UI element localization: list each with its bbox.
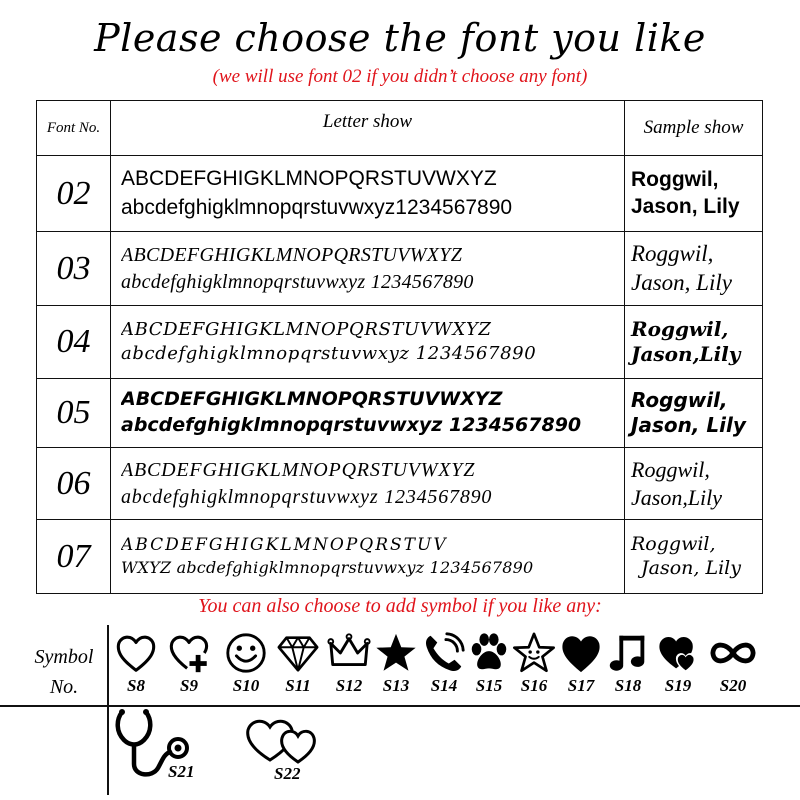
double-heart-outline-icon — [240, 708, 330, 768]
symbol-code: S12 — [335, 676, 363, 695]
sample-show — [625, 520, 763, 594]
letter-show — [111, 379, 625, 448]
lowercase-line: abcdefghigklmnopqrstuvwxyz1234567890 — [121, 195, 513, 219]
uppercase-line: ABCDEFGHIGKLMNOPQRSTUVWXYZ — [121, 318, 492, 340]
star-icon — [370, 630, 422, 676]
symbol-code: S10 — [232, 676, 260, 695]
header-sample-show: Sample show — [625, 101, 763, 156]
letter-show — [111, 520, 625, 594]
header-letter-show: Letter show — [111, 101, 625, 156]
symbol-option-s13[interactable] — [370, 630, 422, 696]
uppercase-line: ABCDEFGHIGKLMNOPQRSTUVWXYZ — [121, 458, 476, 481]
sample-line-1: Roggwil, — [631, 388, 728, 412]
sample-line-2: Jason, Lily — [641, 556, 741, 579]
letter-show — [111, 448, 625, 520]
symbol-code: S22 — [274, 764, 301, 783]
heart-plus-icon — [163, 630, 215, 676]
symbol-option-s10[interactable] — [220, 630, 272, 696]
header-font-no: Font No. — [37, 101, 111, 156]
sample-show — [625, 379, 763, 448]
symbol-code: S15 — [475, 676, 503, 695]
font-number: 07 — [37, 520, 111, 594]
symbol-option-s22[interactable] — [240, 708, 330, 783]
letter-show — [111, 232, 625, 306]
sample-show — [625, 156, 763, 232]
lowercase-line: abcdefghigklmnopqrstuvwxyz 1234567890 — [121, 270, 474, 293]
uppercase-line: ABCDEFGHIGKLMNOPQRSTUVWXYZ — [121, 388, 503, 411]
diamond-icon — [272, 630, 324, 676]
sample-line-2: Jason, Lily — [631, 413, 746, 437]
letter-show — [111, 156, 625, 232]
heart-outline-icon — [110, 630, 162, 676]
letter-show — [111, 306, 625, 379]
symbol-code: S21 — [168, 762, 195, 781]
sample-line-2: Jason, Lily — [631, 194, 740, 218]
symbol-code: S14 — [430, 676, 458, 695]
symbol-option-s21[interactable] — [112, 706, 198, 782]
font-table — [36, 100, 763, 594]
table-row[interactable] — [37, 232, 763, 306]
font-number: 04 — [37, 306, 111, 379]
heart-filled-icon — [555, 630, 607, 676]
music-note-icon — [602, 630, 654, 676]
symbol-code: S9 — [180, 676, 198, 695]
symbol-option-s20[interactable] — [704, 630, 762, 696]
table-row[interactable] — [37, 379, 763, 448]
symbol-option-s9[interactable] — [163, 630, 215, 696]
symbol-code: S20 — [719, 676, 747, 695]
sample-line-1: Roggwil, — [631, 168, 719, 192]
page-title: Please choose the font you like — [94, 16, 706, 60]
sample-show — [625, 232, 763, 306]
symbol-code: S11 — [285, 676, 311, 695]
lowercase-line: abcdefghigklmnopqrstuvwxyz 1234567890 — [121, 343, 537, 364]
font-number: 03 — [37, 232, 111, 306]
uppercase-line: ABCDEFGHIGKLMNOPQRSTUVWXYZ — [121, 243, 463, 266]
sample-line-1: Roggwil, — [631, 240, 714, 266]
default-font-note: (we will use font 02 if you didn’t choose any font) — [212, 66, 588, 87]
symbol-option-s12[interactable] — [323, 630, 375, 696]
sample-line-1: Roggwil, — [631, 317, 729, 341]
lowercase-line: WXYZ abcdefghigklmnopqrstuvwxyz 1234567890 — [121, 558, 534, 578]
sample-show — [625, 306, 763, 379]
table-header-row — [37, 101, 763, 156]
symbol-no-label: Symbol No. — [34, 646, 94, 698]
font-number: 02 — [37, 156, 111, 232]
font-number: 05 — [37, 379, 111, 448]
symbol-code: S16 — [520, 676, 548, 695]
uppercase-line: ABCDEFGHIGKLMNOPQRSTUVWXYZ — [121, 167, 497, 191]
smiley-face-icon — [220, 630, 272, 676]
symbol-code: S17 — [567, 676, 595, 695]
symbol-code: S19 — [664, 676, 692, 695]
symbol-option-s17[interactable] — [555, 630, 607, 696]
double-heart-filled-icon — [652, 630, 704, 676]
table-row[interactable] — [37, 520, 763, 594]
star-face-icon — [508, 630, 560, 676]
symbol-option-s18[interactable] — [602, 630, 654, 696]
table-row[interactable] — [37, 306, 763, 379]
sample-line-1: Roggwil, — [631, 532, 716, 555]
symbol-option-s11[interactable] — [272, 630, 324, 696]
font-number: 06 — [37, 448, 111, 520]
sample-line-2: Jason, Lily — [631, 269, 732, 295]
lowercase-line: abcdefghigklmnopqrstuvwxyz 1234567890 — [121, 485, 493, 508]
symbol-option-s16[interactable] — [508, 630, 560, 696]
lowercase-line: abcdefghigklmnopqrstuvwxyz 1234567890 — [121, 414, 582, 436]
symbol-code: S8 — [127, 676, 145, 695]
sample-line-2: Jason,Lily — [631, 342, 741, 366]
symbol-divider-vertical — [107, 625, 109, 795]
sample-line-1: Roggwil, — [631, 457, 710, 482]
symbol-note: You can also choose to add symbol if you like any: — [198, 595, 602, 617]
sample-show — [625, 448, 763, 520]
symbol-option-s8[interactable] — [110, 630, 162, 696]
symbol-code: S18 — [614, 676, 642, 695]
sample-line-2: Jason,Lily — [631, 484, 723, 510]
crown-icon — [323, 630, 375, 676]
table-row[interactable] — [37, 448, 763, 520]
table-row[interactable] — [37, 156, 763, 232]
uppercase-line: ABCDEFGHIGKLMNOPQRSTUV — [121, 535, 448, 556]
symbol-option-s19[interactable] — [652, 630, 704, 696]
infinity-icon — [704, 630, 762, 676]
symbol-code: S13 — [382, 676, 410, 695]
